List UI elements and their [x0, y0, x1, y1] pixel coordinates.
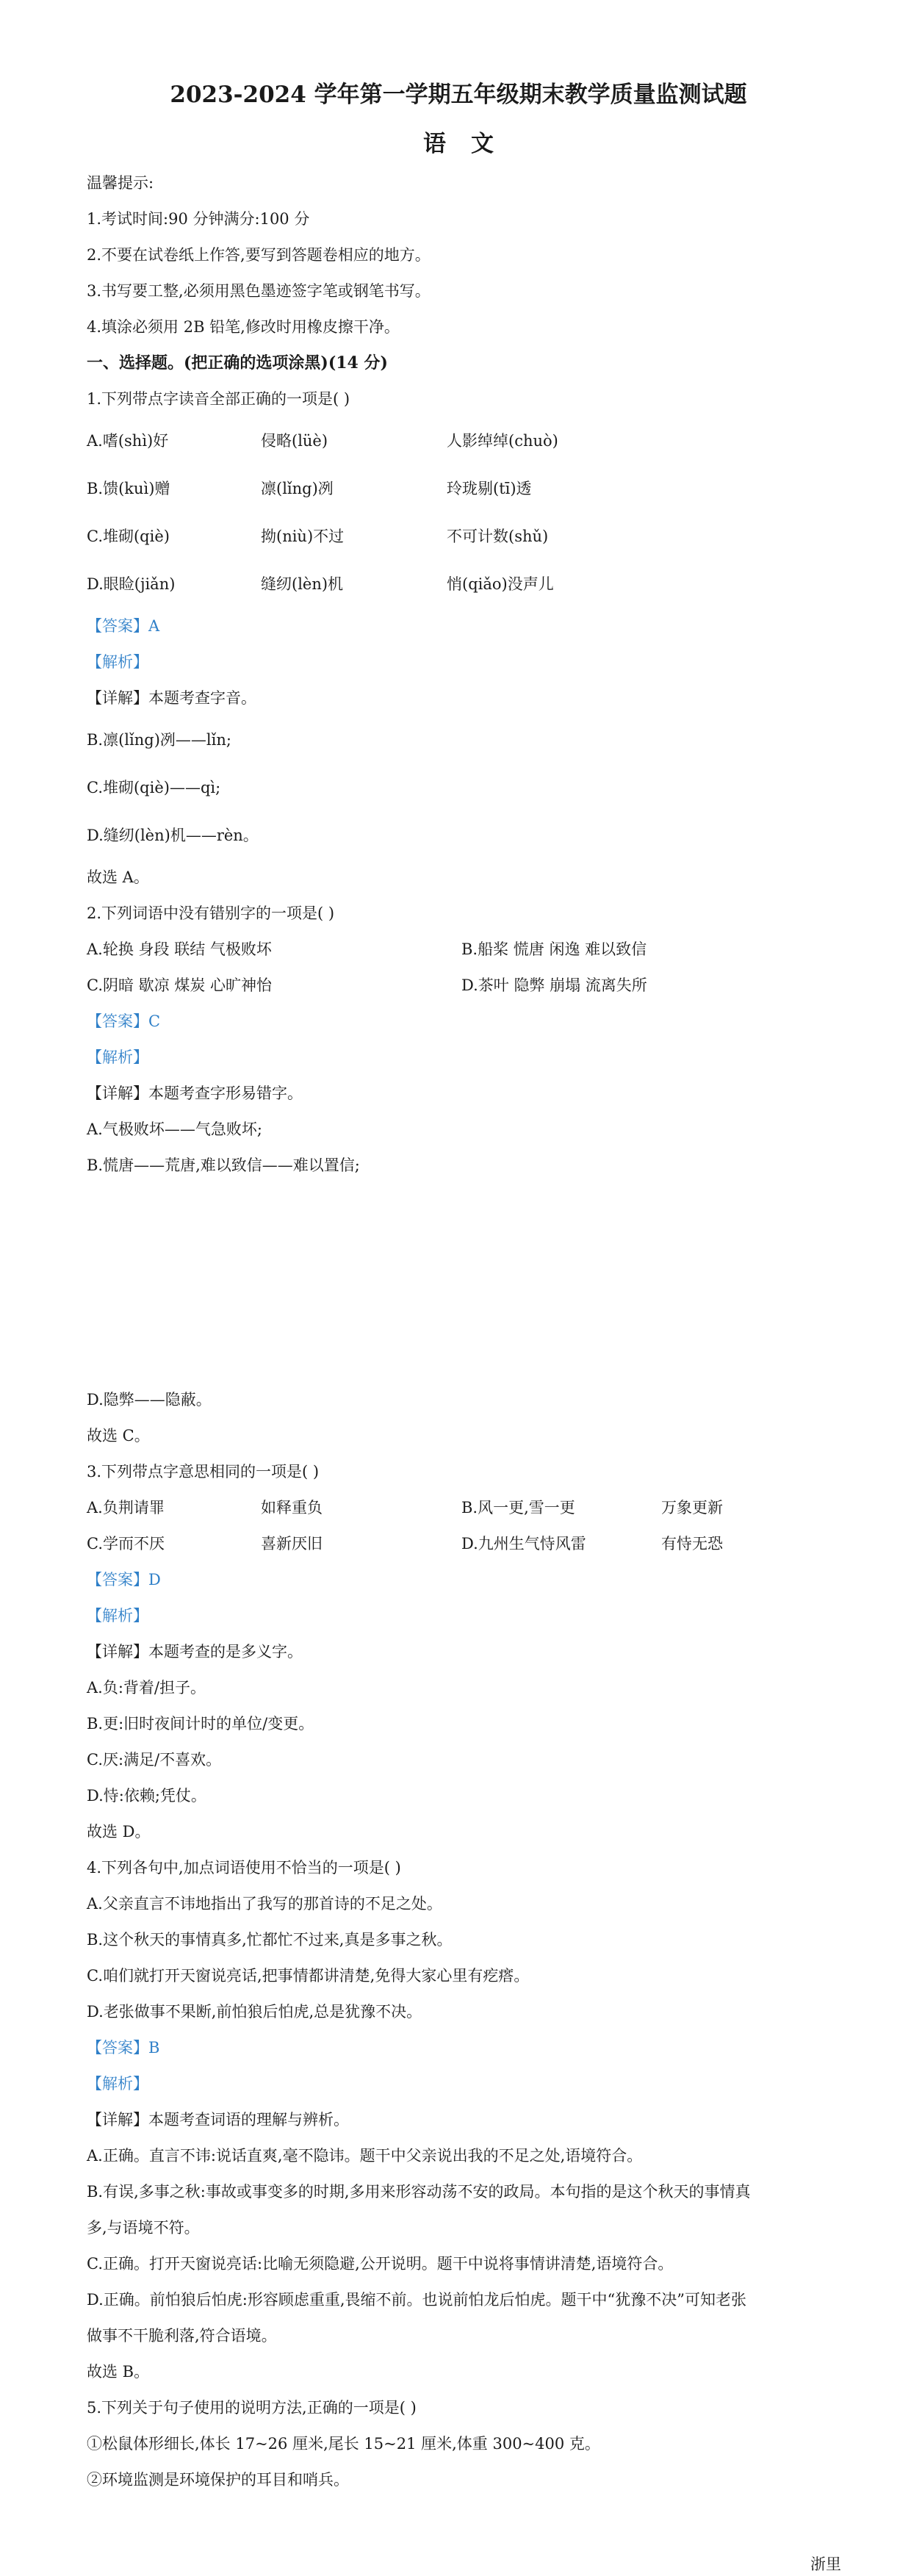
analysis-label: 【解析】 [87, 653, 148, 671]
option-cell: A.轮换 身段 联结 气极败坏 [87, 940, 272, 958]
note-line: B.慌唐——荒唐,难以致信——难以置信; [87, 1156, 360, 1174]
detail-text: 【详解】本题考查字音。 [87, 689, 256, 707]
exam-title: 2023-2024 学年第一学期五年级期末教学质量监测试题 [170, 82, 747, 108]
option-line: D.老张做事不果断,前怕狼后怕虎,总是犹豫不决。 [87, 2003, 422, 2021]
sentence-item: ②环境监测是环境保护的耳目和哨兵。 [87, 2471, 349, 2489]
detail-text: 【详解】本题考查字形易错字。 [87, 1084, 303, 1102]
note-line: A.负:背着/担子。 [87, 1679, 206, 1697]
detail-text: 【详解】本题考查的是多义字。 [87, 1643, 303, 1661]
option-cell: 人影绰绰(chuò) [447, 432, 558, 450]
footer-watermark-text: 浙里 [810, 2555, 841, 2573]
option-cell: 侵略(lüè) [261, 432, 328, 450]
note-line: A.正确。直言不讳:说话直爽,毫不隐讳。题干中父亲说出我的不足之处,语境符合。 [87, 2147, 643, 2165]
option-cell: B.船桨 慌唐 闲逸 难以致信 [461, 940, 647, 958]
note-line: C.正确。打开天窗说亮话:比喻无须隐避,公开说明。题干中说将事情讲清楚,语境符合。 [87, 2255, 674, 2273]
answer-label: 【答案】D [87, 1571, 161, 1589]
option-cell: 玲珑剔(tī)透 [447, 480, 532, 497]
note-line: D.恃:依赖;凭仗。 [87, 1787, 206, 1805]
notice-heading: 温馨提示: [87, 174, 154, 192]
note-line: D.正确。前怕狼后怕虎:形容顾虑重重,畏缩不前。也说前怕龙后怕虎。题干中“犹豫不决”可知老张 [87, 2291, 746, 2309]
note-line: B.更:旧时夜间计时的单位/变更。 [87, 1715, 314, 1733]
option-cell: A.负荆请罪 [87, 1499, 165, 1517]
option-row [87, 561, 830, 608]
subject-title: 语文 [423, 131, 519, 157]
option-cell: D.眼睑(jiǎn) [87, 575, 176, 593]
conclusion-text: 故选 A。 [87, 868, 149, 886]
conclusion-text: 故选 D。 [87, 1823, 151, 1841]
option-row [87, 932, 830, 968]
option-row [87, 968, 830, 1004]
option-cell: 万象更新 [661, 1499, 723, 1517]
answer-label: 【答案】C [87, 1012, 161, 1030]
answer-label: 【答案】B [87, 2039, 160, 2057]
note-line: B.凛(lǐng)冽——lǐn; [87, 731, 231, 749]
note-line: A.气极败坏——气急败坏; [87, 1120, 262, 1138]
option-cell: 悄(qiǎo)没声儿 [447, 575, 554, 593]
question-stem: 2.下列词语中没有错别字的一项是( ) [87, 904, 335, 922]
note-line: D.隐弊——隐蔽。 [87, 1391, 212, 1408]
note-line: C.堆砌(qiè)——qì; [87, 779, 221, 796]
notice-item: 3.书写要工整,必须用黑色墨迹签字笔或钢笔书写。 [87, 282, 431, 300]
option-row [87, 417, 830, 465]
conclusion-text: 故选 B。 [87, 2363, 150, 2381]
notice-item: 4.填涂必须用 2B 铅笔,修改时用橡皮擦干净。 [87, 318, 400, 336]
option-line: B.这个秋天的事情真多,忙都忙不过来,真是多事之秋。 [87, 1931, 453, 1949]
notice-item: 2.不要在试卷纸上作答,要写到答题卷相应的地方。 [87, 246, 431, 264]
question-stem: 4.下列各句中,加点词语使用不恰当的一项是( ) [87, 1859, 401, 1877]
detail-text: 【详解】本题考查词语的理解与辨析。 [87, 2111, 349, 2129]
option-row [87, 1526, 830, 1562]
option-row [87, 1490, 830, 1526]
note-line: C.厌:满足/不喜欢。 [87, 1751, 222, 1769]
option-cell: B.风一更,雪一更 [461, 1499, 575, 1517]
note-line: 做事不干脆利落,符合语境。 [87, 2327, 277, 2345]
analysis-label: 【解析】 [87, 2075, 148, 2093]
conclusion-text: 故选 C。 [87, 1427, 150, 1444]
option-line: C.咱们就打开天窗说亮话,把事情都讲清楚,免得大家心里有疙瘩。 [87, 1967, 530, 1985]
option-row [87, 465, 830, 513]
option-cell: D.茶叶 隐弊 崩塌 流离失所 [461, 976, 647, 994]
option-cell: 喜新厌旧 [261, 1535, 323, 1553]
question-stem: 5.下列关于句子使用的说明方法,正确的一项是( ) [87, 2399, 417, 2417]
note-line: B.有误,多事之秋:事故或事变多的时期,多用来形容动荡不安的政局。本句指的是这个秋天的事情真 [87, 2183, 751, 2201]
option-cell: 凛(lǐng)冽 [261, 480, 334, 497]
analysis-label: 【解析】 [87, 1607, 148, 1625]
answer-label: 【答案】A [87, 617, 160, 635]
option-cell: B.馈(kuì)赠 [87, 480, 170, 497]
option-cell: C.学而不厌 [87, 1535, 165, 1553]
section-heading: 一、选择题。(把正确的选项涂黑)(14 分) [87, 353, 388, 373]
option-cell: 缝纫(lèn)机 [261, 575, 344, 593]
option-cell: D.九州生气恃风雷 [461, 1535, 586, 1553]
option-cell: 拗(niù)不过 [261, 528, 345, 545]
question-stem: 1.下列带点字读音全部正确的一项是( ) [87, 390, 350, 408]
option-cell: 如释重负 [261, 1499, 323, 1517]
sentence-item: ①松鼠体形细长,体长 17~26 厘米,尾长 15~21 厘米,体重 300~400 克。 [87, 2435, 600, 2453]
option-line: A.父亲直言不讳地指出了我写的那首诗的不足之处。 [87, 1895, 442, 1913]
note-line: D.缝纫(lèn)机——rèn。 [87, 827, 259, 844]
option-cell: C.堆砌(qiè) [87, 528, 170, 545]
option-cell: A.嗜(shì)好 [87, 432, 169, 450]
option-row [87, 513, 830, 561]
option-cell: C.阴暗 歇凉 煤炭 心旷神怡 [87, 976, 273, 994]
option-cell: 有恃无恐 [661, 1535, 723, 1553]
notice-item: 1.考试时间:90 分钟满分:100 分 [87, 210, 310, 228]
analysis-label: 【解析】 [87, 1048, 148, 1066]
question-stem: 3.下列带点字意思相同的一项是( ) [87, 1463, 320, 1481]
option-cell: 不可计数(shǔ) [447, 528, 549, 545]
blank-area [87, 1184, 830, 1382]
note-line: 多,与语境不符。 [87, 2219, 200, 2237]
